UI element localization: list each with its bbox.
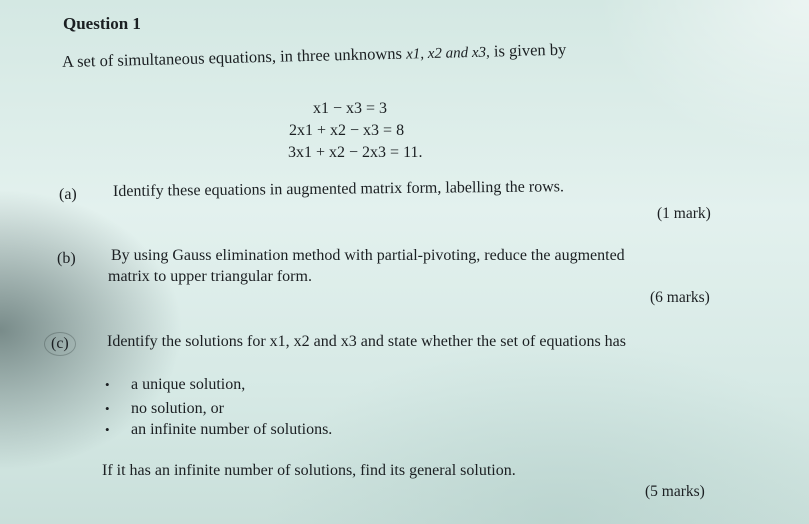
part-a-label: (a) xyxy=(59,186,77,203)
part-b-marks: (6 marks) xyxy=(650,289,710,306)
part-c-closing: If it has an infinite number of solutions, find its general solution. xyxy=(102,462,516,479)
question-title: Question 1 xyxy=(63,14,141,33)
intro-prefix: A set of simultaneous equations, in three unknowns xyxy=(61,43,403,71)
part-a-text: Identify these equations in augmented matrix form, labelling the rows. xyxy=(112,178,565,200)
question-intro xyxy=(62,40,567,72)
part-c-text: Identify the solutions for x1, x2 and x3 and state whether the set of equations has xyxy=(107,333,626,350)
intro-suffix: is given by xyxy=(493,39,567,61)
equation-3: 3x1 + x2 − 2x3 = 11. xyxy=(288,144,423,161)
bullet-text: an infinite number of solutions. xyxy=(131,421,333,438)
part-b-text-line2: matrix to upper triangular form. xyxy=(108,268,312,285)
bullet-item-unique xyxy=(105,376,245,394)
equation-2: 2x1 + x2 − x3 = 8 xyxy=(289,122,405,139)
part-c-label-wrapper xyxy=(44,332,76,356)
equation-1: x1 − x3 = 3 xyxy=(313,100,388,117)
part-b-label: (b) xyxy=(57,250,76,267)
bullet-dot-icon: • xyxy=(105,401,110,416)
bullet-text: no solution, or xyxy=(131,400,224,417)
bullet-dot-icon: • xyxy=(105,377,110,392)
bullet-dot-icon: • xyxy=(105,422,110,437)
part-c-label: (c) xyxy=(44,332,76,356)
bullet-text: a unique solution, xyxy=(131,376,246,393)
part-a-marks: (1 mark) xyxy=(657,205,711,222)
bullet-item-none xyxy=(105,400,224,418)
bullet-item-infinite xyxy=(105,421,332,439)
part-c-marks: (5 marks) xyxy=(645,483,705,500)
part-b-text-line1: By using Gauss elimination method with partial-pivoting, reduce the augmented xyxy=(111,247,625,264)
intro-variables: x1, x2 and x3, xyxy=(405,44,490,63)
